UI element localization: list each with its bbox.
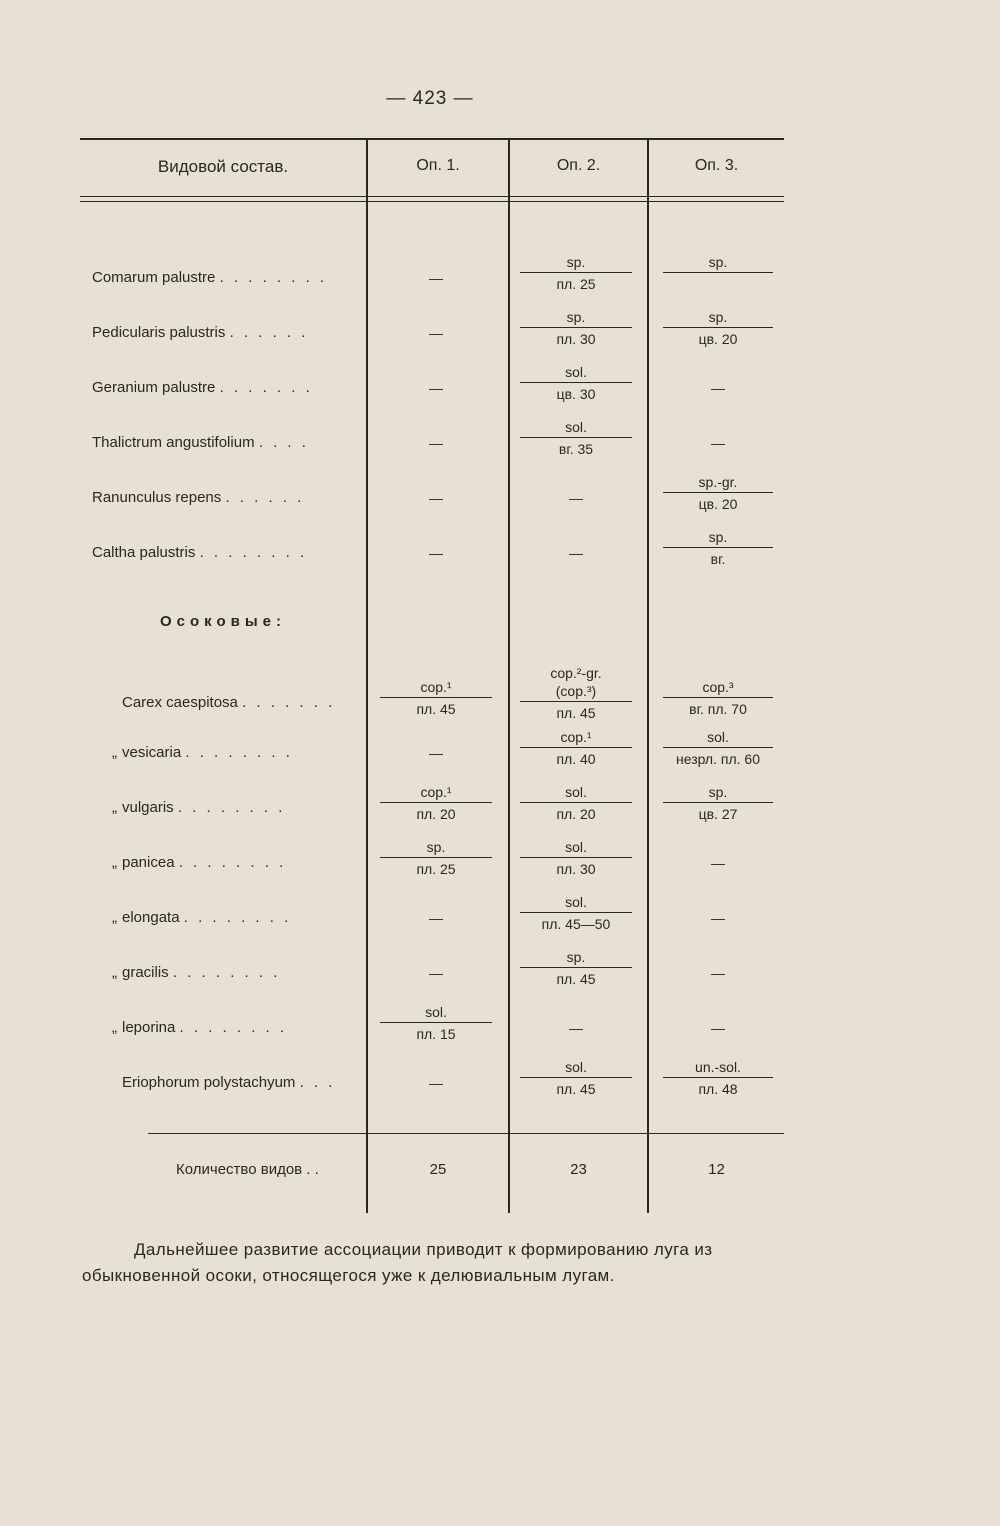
species-label: vulgaris [122, 799, 174, 816]
ditto-mark: „ [112, 744, 117, 761]
fraction-bar [520, 327, 632, 328]
total-op1: 25 [429, 1161, 447, 1178]
ditto-mark: „ [112, 964, 117, 981]
cell-op1 [380, 253, 492, 287]
species-name [92, 799, 360, 816]
cell-subvalue: пл. 25 [416, 861, 456, 877]
table-top-rule [80, 138, 784, 140]
species-label: vesicaria [122, 744, 182, 761]
cell-value: — [711, 380, 725, 396]
cell-op3 [663, 253, 773, 275]
species-label: Caltha palustris [92, 544, 196, 561]
fraction-bar [520, 382, 632, 383]
leader-dots: . . . . . . . . [183, 909, 292, 926]
total-op3: 12 [708, 1161, 725, 1178]
cell-op1 [380, 838, 492, 878]
footer-paragraph [82, 1237, 802, 1289]
cell-op2 [520, 893, 632, 933]
fraction-bar [663, 802, 773, 803]
cell-op2 [520, 838, 632, 878]
cell-subvalue: пл. 15 [416, 1026, 456, 1042]
cell-value: sol. [565, 839, 587, 855]
ditto-mark: „ [112, 909, 117, 926]
cell-subvalue: пл. 45 [556, 705, 596, 721]
species-name [92, 694, 360, 711]
cell-subvalue: пл. 30 [556, 331, 596, 347]
ditto-mark: „ [112, 799, 117, 816]
table-row [0, 473, 1000, 513]
cell-op2 [520, 783, 632, 823]
header-species: Видовой состав. [157, 157, 289, 176]
table-row [0, 418, 1000, 458]
leader-dots: . . . . [258, 434, 309, 451]
cell-value: — [569, 1020, 583, 1036]
cell-op3 [663, 473, 773, 513]
leader-dots: . . . . . . [225, 489, 305, 506]
column-rule-2 [508, 138, 510, 1213]
cell-op3 [663, 838, 773, 872]
species-name [92, 434, 360, 451]
cell-op2 [520, 253, 632, 293]
species-label: Carex caespitosa [122, 694, 238, 711]
fraction-bar [663, 1077, 773, 1078]
fraction-bar [520, 802, 632, 803]
cell-value: — [711, 1020, 725, 1036]
cell-value: sp. [426, 839, 446, 855]
cell-op2 [520, 473, 632, 507]
leader-dots: . . . . . . . . [179, 1019, 288, 1036]
fraction-bar [663, 547, 773, 548]
cell-op2 [520, 728, 632, 768]
cell-op1 [380, 528, 492, 562]
cell-subvalue: пл. 40 [556, 751, 596, 767]
cell-subvalue: вг. [710, 551, 726, 567]
cell-subvalue: пл. 45 [556, 971, 596, 987]
leader-dots: . . . . . . . [219, 379, 313, 396]
cell-op1 [380, 1058, 492, 1092]
cell-subvalue: незрл. пл. 60 [676, 751, 760, 767]
cell-op2 [520, 1058, 632, 1098]
header-rule-2 [80, 201, 784, 202]
cell-op2 [520, 1003, 632, 1037]
cell-value: — [569, 545, 583, 561]
species-name [92, 909, 360, 926]
cell-subvalue: пл. 45 [416, 701, 456, 717]
table-row [0, 728, 1000, 768]
species-name [92, 544, 360, 561]
fraction-bar [520, 701, 632, 702]
cell-value: cop.²-gr. (cop.³) [550, 665, 602, 699]
leader-dots: . . . . . . . . [185, 744, 293, 761]
cell-value: sp. [708, 784, 728, 800]
cell-subvalue: цв. 20 [698, 331, 738, 347]
cell-value: — [569, 490, 583, 506]
cell-op1 [380, 308, 492, 342]
cell-value: — [429, 325, 443, 341]
leader-dots: . . . . . . . . [219, 269, 328, 286]
leader-dots: . . . . . . . . [199, 544, 308, 561]
page-number: — 423 — [386, 88, 474, 109]
fraction-bar [380, 857, 492, 858]
cell-op2 [520, 308, 632, 348]
cell-op2 [520, 418, 632, 458]
leader-dots: . . . . . . . . [172, 964, 281, 981]
cell-value: sol. [565, 1059, 587, 1075]
cell-value: sol. [707, 729, 729, 745]
cell-value: cop.³ [702, 679, 734, 695]
fraction-bar [663, 327, 773, 328]
table-row [0, 308, 1000, 348]
species-name [92, 379, 360, 396]
cell-op3 [663, 678, 773, 718]
fraction-bar [520, 437, 632, 438]
cell-value: — [429, 435, 443, 451]
fraction-bar [663, 492, 773, 493]
cell-value: — [429, 745, 443, 761]
cell-value: cop.¹ [420, 784, 452, 800]
column-rule-3 [647, 138, 649, 1213]
cell-subvalue: пл. 48 [698, 1081, 738, 1097]
leader-dots: . . . . . . . . [178, 854, 287, 871]
table-row [0, 665, 1000, 721]
species-name [92, 269, 360, 286]
species-name [92, 744, 360, 761]
cell-value: sol. [565, 364, 587, 380]
cell-op1 [380, 678, 492, 718]
cell-subvalue: пл. 20 [416, 806, 456, 822]
leader-dots: . . . [299, 1074, 336, 1091]
header-op1: Оп. 1. [416, 157, 460, 174]
cell-op3 [663, 893, 773, 927]
cell-subvalue: цв. 27 [698, 806, 738, 822]
fraction-bar [380, 697, 492, 698]
cell-op3 [663, 528, 773, 568]
cell-value: sol. [565, 419, 587, 435]
cell-subvalue: вг. пл. 70 [689, 701, 747, 717]
leader-dots: . . . . . . . [242, 694, 336, 711]
cell-op1 [380, 783, 492, 823]
cell-subvalue: пл. 25 [556, 276, 596, 292]
cell-value: — [429, 545, 443, 561]
group-title: Осоковые: [160, 613, 287, 630]
header-op3: Оп. 3. [694, 157, 739, 174]
cell-op3 [663, 1058, 773, 1098]
species-name [92, 854, 360, 871]
cell-op1 [380, 473, 492, 507]
cell-op2 [520, 948, 632, 988]
cell-op3 [663, 1003, 773, 1037]
ditto-mark: „ [112, 1019, 117, 1036]
table-row [0, 893, 1000, 933]
table-row [0, 528, 1000, 568]
cell-value: cop.¹ [420, 679, 452, 695]
cell-value: cop.¹ [560, 729, 592, 745]
cell-value: sp. [566, 309, 586, 325]
cell-value: sp. [566, 254, 586, 270]
fraction-bar [520, 967, 632, 968]
cell-op2 [520, 664, 632, 722]
cell-op2 [520, 363, 632, 403]
cell-op3 [663, 948, 773, 982]
cell-op3 [663, 728, 773, 768]
cell-subvalue: пл. 45—50 [541, 916, 611, 932]
cell-value: — [711, 435, 725, 451]
cell-value: — [429, 380, 443, 396]
cell-value: — [711, 910, 725, 926]
species-name [92, 324, 360, 341]
cell-subvalue: пл. 30 [556, 861, 596, 877]
fraction-bar [663, 747, 773, 748]
cell-value: — [429, 490, 443, 506]
fraction-bar [380, 802, 492, 803]
cell-op1 [380, 728, 492, 762]
species-name [92, 964, 360, 981]
cell-value: — [711, 855, 725, 871]
cell-subvalue: цв. 20 [698, 496, 738, 512]
cell-value: — [711, 965, 725, 981]
fraction-bar [520, 857, 632, 858]
table-row [0, 1058, 1000, 1098]
table-row [0, 838, 1000, 878]
cell-value: sp. [708, 254, 728, 270]
species-label: gracilis [122, 964, 169, 981]
species-label: Eriophorum polystachyum [122, 1074, 296, 1091]
species-label: Comarum palustre [92, 269, 216, 286]
total-op2: 23 [570, 1161, 587, 1178]
cell-value: sp. [566, 949, 586, 965]
table-row [0, 253, 1000, 293]
header-op2: Оп. 2. [556, 157, 601, 174]
species-label: Geranium palustre [92, 379, 216, 396]
total-label: Количество видов . . [176, 1161, 319, 1178]
cell-op2 [520, 528, 632, 562]
cell-value: un.-sol. [695, 1059, 741, 1075]
fraction-bar [520, 912, 632, 913]
cell-value: sp. [708, 529, 728, 545]
species-name [92, 1074, 360, 1091]
fraction-bar [520, 747, 632, 748]
species-label: elongata [122, 909, 180, 926]
fraction-bar [520, 1077, 632, 1078]
table-row [0, 363, 1000, 403]
fraction-bar [520, 272, 632, 273]
cell-op1 [380, 1003, 492, 1043]
cell-subvalue: вг. 35 [558, 441, 594, 457]
cell-op3 [663, 783, 773, 823]
cell-value: — [429, 270, 443, 286]
fraction-bar [663, 272, 773, 273]
column-rule-1 [366, 138, 368, 1213]
leader-dots: . . . . . . [229, 324, 309, 341]
species-name [92, 489, 360, 506]
cell-value: sol. [425, 1004, 447, 1020]
cell-op3 [663, 308, 773, 348]
cell-subvalue: цв. 30 [556, 386, 596, 402]
cell-op1 [380, 893, 492, 927]
species-label: panicea [122, 854, 175, 871]
leader-dots: . . . . . . . . [177, 799, 286, 816]
cell-subvalue: пл. 20 [556, 806, 596, 822]
cell-op1 [380, 418, 492, 452]
ditto-mark: „ [112, 854, 117, 871]
fraction-bar [380, 1022, 492, 1023]
species-label: leporina [122, 1019, 176, 1036]
cell-op1 [380, 363, 492, 397]
cell-value: sp. [708, 309, 728, 325]
cell-value: sp.-gr. [698, 474, 738, 490]
species-label: Thalictrum angustifolium [92, 434, 255, 451]
cell-value: sol. [565, 784, 587, 800]
species-name [92, 1019, 360, 1036]
total-rule [148, 1133, 784, 1134]
table-row [0, 948, 1000, 988]
fraction-bar [663, 697, 773, 698]
cell-op1 [380, 948, 492, 982]
table-row [0, 783, 1000, 823]
cell-op3 [663, 363, 773, 397]
species-label: Pedicularis palustris [92, 324, 226, 341]
cell-subvalue: пл. 45 [556, 1081, 596, 1097]
species-label: Ranunculus repens [92, 489, 222, 506]
header-rule-1 [80, 196, 784, 197]
table-row [0, 1003, 1000, 1043]
cell-value: — [429, 965, 443, 981]
cell-op3 [663, 418, 773, 452]
cell-value: sol. [565, 894, 587, 910]
cell-value: — [429, 910, 443, 926]
cell-value: — [429, 1075, 443, 1091]
footer-text: Дальнейшее развитие ассоциации приводит к формированию луга из обыкновенной осоки, относящегося уже к делювиальным лугам. [82, 1240, 713, 1285]
